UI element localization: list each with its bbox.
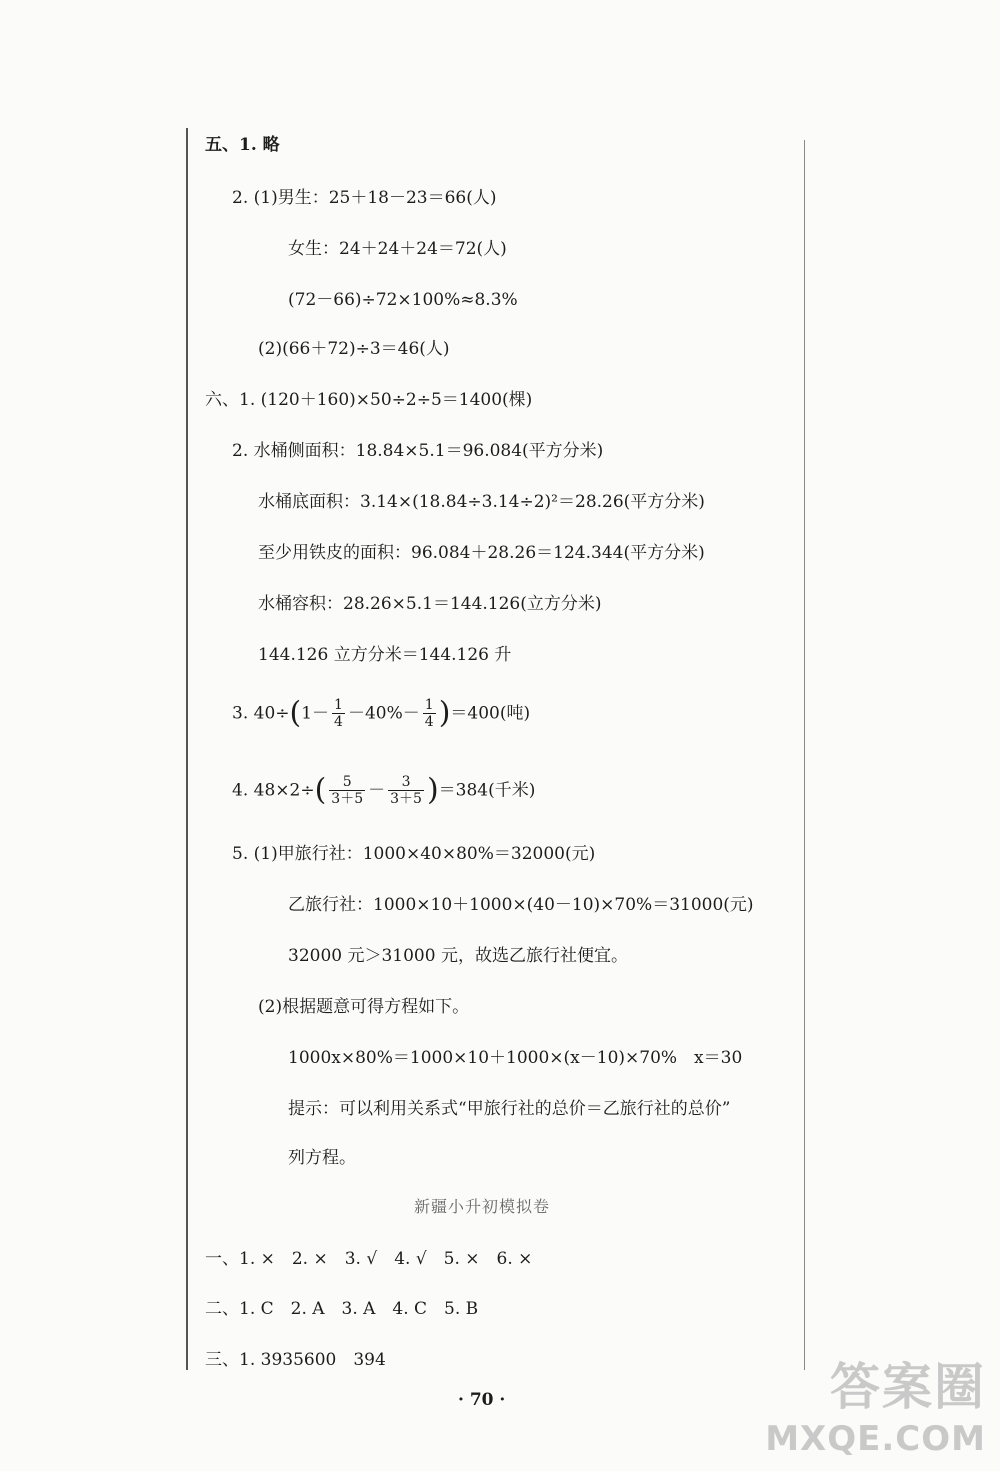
answer-line-6-2-volume: 水桶容积：28.26×5.1＝144.126(立方分米) <box>258 594 602 614</box>
answer-line-part3: 三、1. 3935600 394 <box>205 1350 386 1370</box>
fraction-five-eighths: $\frac{5}{3+5}$ <box>331 774 364 807</box>
answer-line-6-2-bottom: 水桶底面积：3.14×(18.84÷3.14÷2)²＝28.26(平方分米) <box>258 492 705 512</box>
left-border-line <box>186 128 188 1370</box>
page-number: · 70 · <box>458 1390 506 1410</box>
fraction-one-quarter: $\frac{1}{4}$ <box>424 697 434 730</box>
answer-line-6-2-side: 2. 水桶侧面积：18.84×5.1＝96.084(平方分米) <box>232 441 604 461</box>
answer-line-5-2-boys: 2. (1)男生：25＋18－23＝66(人) <box>232 188 497 208</box>
answer-line-part1: 一、1. × 2. × 3. √ 4. √ 5. × 6. × <box>205 1249 533 1269</box>
answer-line-6-3: 3. 40÷(1－ $\frac{1}{4}$ －40%－ $\frac{1}{4}$ )＝400(吨) <box>232 695 531 731</box>
answer-line-6-2-total: 至少用铁皮的面积：96.084＋28.26＝124.344(平方分米) <box>258 543 705 563</box>
watermark-logo: 答案圈 MXQE.COM <box>765 1358 986 1459</box>
answer-line-part2: 二、1. C 2. A 3. A 4. C 5. B <box>205 1299 479 1319</box>
answer-line-6-4: 4. 48×2÷( $\frac{5}{3+5}$ － $\frac{3}{3+5}$ )＝384(千米) <box>232 772 536 808</box>
answer-line-6-5-agency-a: 5. (1)甲旅行社：1000×40×80%＝32000(元) <box>232 844 596 864</box>
answer-line-5-1: 五、1. 略 <box>205 135 280 155</box>
section-heading: 新疆小升初模拟卷 <box>414 1197 551 1216</box>
answer-line-6-5-compare: 32000 元＞31000 元，故选乙旅行社便宜。 <box>288 946 628 966</box>
answer-line-6-5-part2: (2)根据题意可得方程如下。 <box>258 997 470 1017</box>
answer-line-5-2-part2: (2)(66＋72)÷3＝46(人) <box>258 339 450 359</box>
answer-line-6-5-hint: 提示：可以利用关系式“甲旅行社的总价＝乙旅行社的总价” <box>288 1099 731 1119</box>
answer-line-5-2-girls: 女生：24＋24＋24＝72(人) <box>288 239 507 259</box>
fraction-three-eighths: $\frac{3}{3+5}$ <box>390 774 422 807</box>
answer-line-6-1: 六、1. (120＋160)×50÷2÷5＝1400(棵) <box>205 390 533 410</box>
answer-line-5-2-percent: (72－66)÷72×100%≈8.3% <box>288 290 518 310</box>
fraction-one-quarter: $\frac{1}{4}$ <box>334 697 343 730</box>
right-border-line <box>804 140 805 1370</box>
answer-line-6-5-hint-end: 列方程。 <box>288 1148 356 1168</box>
answer-line-6-2-liters: 144.126 立方分米＝144.126 升 <box>258 645 512 665</box>
answer-line-6-5-agency-b: 乙旅行社：1000×10＋1000×(40－10)×70%＝31000(元) <box>288 895 754 915</box>
answer-line-6-5-equation: 1000x×80%＝1000×10＋1000×(x－10)×70% x＝30 <box>288 1048 743 1068</box>
